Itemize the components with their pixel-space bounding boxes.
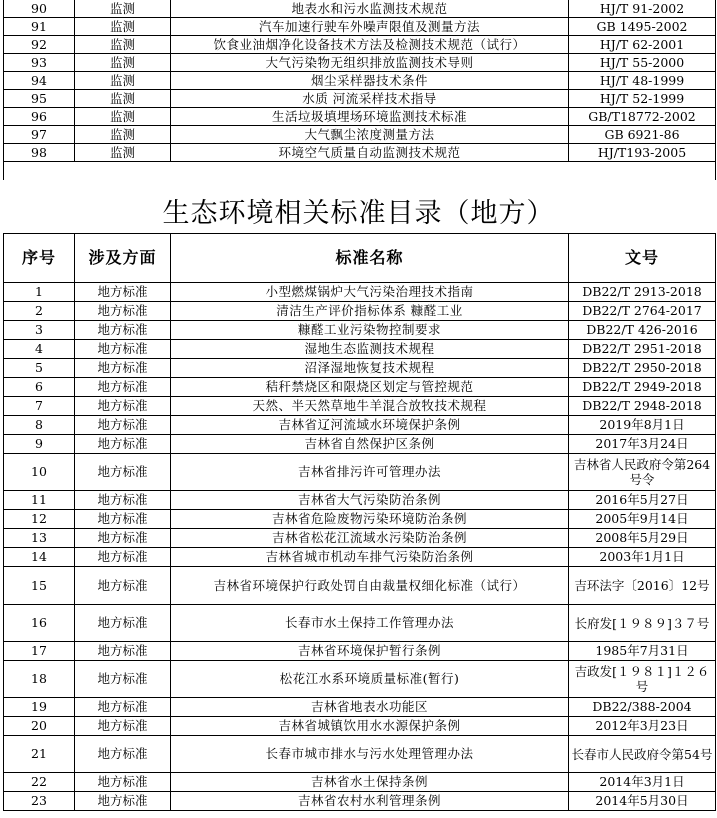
cell-code: HJ/T 55-2000 xyxy=(569,54,716,72)
cell-name: 烟尘采样器技术条件 xyxy=(171,72,569,90)
cell-name: 天然、半天然草地牛羊混合放牧技术规程 xyxy=(171,397,569,416)
table-row xyxy=(4,54,716,72)
section-title: 生态环境相关标准目录（地方） xyxy=(162,198,555,229)
table-row xyxy=(4,18,716,36)
table-row xyxy=(4,283,716,302)
cell-code: 吉政发[１９８１]１２６号 xyxy=(569,661,716,698)
cell-code: 吉林省人民政府令第264号令 xyxy=(569,454,716,491)
cell-no: 14 xyxy=(4,548,75,567)
cell-code: DB22/T 2913-2018 xyxy=(569,283,716,302)
cell-aspect: 地方标准 xyxy=(75,642,171,661)
cell-aspect: 监测 xyxy=(75,0,171,18)
table-row xyxy=(4,126,716,144)
cell-aspect: 地方标准 xyxy=(75,661,171,698)
cell-code: HJ/T 91-2002 xyxy=(569,0,716,18)
cell-name: 松花江水系环境质量标准(暂行) xyxy=(171,661,569,698)
cell-no: 8 xyxy=(4,416,75,435)
cell-name: 秸秆禁烧区和限烧区划定与管控规范 xyxy=(171,378,569,397)
header-no: 序号 xyxy=(4,234,75,283)
cell-name: 大气污染物无组织排放监测技术导则 xyxy=(171,54,569,72)
table-row xyxy=(4,302,716,321)
cell-code: 吉环法字〔2016〕12号 xyxy=(569,567,716,605)
cell-no: 93 xyxy=(4,54,75,72)
cell-name: 小型燃煤锅炉大气污染治理技术指南 xyxy=(171,283,569,302)
cell-code: 2003年1月1日 xyxy=(569,548,716,567)
cell-code: 2019年8月1日 xyxy=(569,416,716,435)
table-row xyxy=(4,717,716,736)
cell-name: 水质 河流采样技术指导 xyxy=(171,90,569,108)
cell-no: 21 xyxy=(4,736,75,773)
cell-aspect: 地方标准 xyxy=(75,491,171,510)
table-row xyxy=(4,548,716,567)
cell-no: 13 xyxy=(4,529,75,548)
cell-no: 18 xyxy=(4,661,75,698)
cell-code: HJ/T 62-2001 xyxy=(569,36,716,54)
cell-code: DB22/T 426-2016 xyxy=(569,321,716,340)
cell-name: 长春市城市排水与污水处理管理办法 xyxy=(171,736,569,773)
table-row xyxy=(4,698,716,717)
cell-no: 20 xyxy=(4,717,75,736)
header-name: 标准名称 xyxy=(171,234,569,283)
cell-no: 17 xyxy=(4,642,75,661)
cell-code: HJ/T 48-1999 xyxy=(569,72,716,90)
cell-name: 生活垃圾填埋场环境监测技术标准 xyxy=(171,108,569,126)
cell-aspect: 地方标准 xyxy=(75,736,171,773)
cell-aspect: 地方标准 xyxy=(75,340,171,359)
cell-code: HJ/T193-2005 xyxy=(569,144,716,162)
cell-no: 95 xyxy=(4,90,75,108)
cell-name: 饮食业油烟净化设备技术方法及检测技术规范（试行） xyxy=(171,36,569,54)
cell-no: 98 xyxy=(4,144,75,162)
cell-code: 2005年9月14日 xyxy=(569,510,716,529)
cell-aspect: 地方标准 xyxy=(75,435,171,454)
table-row xyxy=(4,454,716,491)
cell-name: 吉林省松花江流域水污染防治条例 xyxy=(171,529,569,548)
table-row xyxy=(4,605,716,642)
cell-aspect: 地方标准 xyxy=(75,567,171,605)
table-row xyxy=(4,510,716,529)
table-row xyxy=(4,72,716,90)
cell-no: 10 xyxy=(4,454,75,491)
cell-no: 16 xyxy=(4,605,75,642)
cell-aspect: 地方标准 xyxy=(75,773,171,792)
cell-code: DB22/T 2951-2018 xyxy=(569,340,716,359)
cell-code: 长春市人民政府令第54号 xyxy=(569,736,716,773)
cell-no: 12 xyxy=(4,510,75,529)
header-code: 文号 xyxy=(569,234,716,283)
table-row xyxy=(4,397,716,416)
cell-aspect: 监测 xyxy=(75,18,171,36)
table-row xyxy=(4,435,716,454)
cell-no: 96 xyxy=(4,108,75,126)
cell-no: 94 xyxy=(4,72,75,90)
table-row xyxy=(4,378,716,397)
cell-name: 大气飘尘浓度测量方法 xyxy=(171,126,569,144)
cell-aspect: 地方标准 xyxy=(75,378,171,397)
table-row xyxy=(4,36,716,54)
local-standards-table xyxy=(3,233,716,811)
cell-no: 92 xyxy=(4,36,75,54)
cell-code: 2016年5月27日 xyxy=(569,491,716,510)
cell-aspect: 监测 xyxy=(75,54,171,72)
cell-code: 2017年3月24日 xyxy=(569,435,716,454)
table-row xyxy=(4,108,716,126)
cell-no: 19 xyxy=(4,698,75,717)
cell-aspect: 监测 xyxy=(75,90,171,108)
cell-name: 吉林省地表水功能区 xyxy=(171,698,569,717)
cell-no: 90 xyxy=(4,0,75,18)
monitoring-standards-body xyxy=(4,0,716,162)
cell-name: 地表水和污水监测技术规范 xyxy=(171,0,569,18)
cell-code: GB 6921-86 xyxy=(569,126,716,144)
monitoring-standards-table xyxy=(3,0,716,180)
table-row xyxy=(4,642,716,661)
cell-no: 4 xyxy=(4,340,75,359)
cell-code: 长府发[１９８９]３７号 xyxy=(569,605,716,642)
cell-aspect: 监测 xyxy=(75,108,171,126)
cell-no: 11 xyxy=(4,491,75,510)
table-gap xyxy=(4,162,716,181)
header-row xyxy=(4,234,716,283)
cell-name: 长春市水土保持工作管理办法 xyxy=(171,605,569,642)
cell-no: 9 xyxy=(4,435,75,454)
cell-aspect: 地方标准 xyxy=(75,416,171,435)
local-standards-body xyxy=(4,283,716,811)
cell-no: 3 xyxy=(4,321,75,340)
cell-name: 清洁生产评价指标体系 糠醛工业 xyxy=(171,302,569,321)
cell-code: 1985年7月31日 xyxy=(569,642,716,661)
header-aspect: 涉及方面 xyxy=(75,234,171,283)
cell-name: 湿地生态监测技术规程 xyxy=(171,340,569,359)
cell-aspect: 地方标准 xyxy=(75,717,171,736)
cell-code: 2014年5月30日 xyxy=(569,792,716,811)
table-row xyxy=(4,144,716,162)
table-row xyxy=(4,567,716,605)
cell-code: DB22/T 2948-2018 xyxy=(569,397,716,416)
cell-no: 5 xyxy=(4,359,75,378)
cell-aspect: 地方标准 xyxy=(75,321,171,340)
cell-code: 2008年5月29日 xyxy=(569,529,716,548)
cell-aspect: 地方标准 xyxy=(75,529,171,548)
table-row xyxy=(4,0,716,18)
cell-code: DB22/T 2949-2018 xyxy=(569,378,716,397)
cell-no: 2 xyxy=(4,302,75,321)
cell-name: 吉林省辽河流域水环境保护条例 xyxy=(171,416,569,435)
cell-code: 2012年3月23日 xyxy=(569,717,716,736)
cell-code: DB22/T 2764-2017 xyxy=(569,302,716,321)
cell-code: DB22/T 2950-2018 xyxy=(569,359,716,378)
cell-name: 汽车加速行驶车外噪声限值及测量方法 xyxy=(171,18,569,36)
cell-name: 环境空气质量自动监测技术规范 xyxy=(171,144,569,162)
table-row xyxy=(4,736,716,773)
table-row xyxy=(4,661,716,698)
cell-aspect: 地方标准 xyxy=(75,698,171,717)
table-row xyxy=(4,359,716,378)
cell-name: 吉林省排污许可管理办法 xyxy=(171,454,569,491)
cell-aspect: 监测 xyxy=(75,126,171,144)
cell-name: 吉林省城市机动车排气污染防治条例 xyxy=(171,548,569,567)
cell-no: 97 xyxy=(4,126,75,144)
cell-aspect: 地方标准 xyxy=(75,792,171,811)
cell-name: 吉林省水土保持条例 xyxy=(171,773,569,792)
cell-no: 15 xyxy=(4,567,75,605)
cell-name: 吉林省环境保护暂行条例 xyxy=(171,642,569,661)
cell-name: 吉林省农村水利管理条例 xyxy=(171,792,569,811)
table-row xyxy=(4,321,716,340)
cell-name: 吉林省危险废物污染环境防治条例 xyxy=(171,510,569,529)
table-row xyxy=(4,90,716,108)
cell-aspect: 地方标准 xyxy=(75,302,171,321)
cell-code: GB/T18772-2002 xyxy=(569,108,716,126)
cell-code: DB22/388-2004 xyxy=(569,698,716,717)
cell-aspect: 监测 xyxy=(75,144,171,162)
table-row xyxy=(4,792,716,811)
cell-no: 6 xyxy=(4,378,75,397)
cell-name: 糠醛工业污染物控制要求 xyxy=(171,321,569,340)
cell-name: 吉林省城镇饮用水水源保护条例 xyxy=(171,717,569,736)
cell-aspect: 地方标准 xyxy=(75,605,171,642)
cell-aspect: 地方标准 xyxy=(75,548,171,567)
cell-aspect: 监测 xyxy=(75,36,171,54)
cell-no: 91 xyxy=(4,18,75,36)
cell-name: 吉林省自然保护区条例 xyxy=(171,435,569,454)
cell-name: 吉林省环境保护行政处罚自由裁量权细化标准（试行） xyxy=(171,567,569,605)
cell-no: 22 xyxy=(4,773,75,792)
table-row xyxy=(4,491,716,510)
table-row xyxy=(4,416,716,435)
cell-name: 吉林省大气污染防治条例 xyxy=(171,491,569,510)
table-row xyxy=(4,529,716,548)
cell-code: HJ/T 52-1999 xyxy=(569,90,716,108)
table-row xyxy=(4,773,716,792)
cell-no: 1 xyxy=(4,283,75,302)
cell-aspect: 监测 xyxy=(75,72,171,90)
cell-aspect: 地方标准 xyxy=(75,510,171,529)
cell-code: GB 1495-2002 xyxy=(569,18,716,36)
cell-aspect: 地方标准 xyxy=(75,283,171,302)
cell-code: 2014年3月1日 xyxy=(569,773,716,792)
cell-no: 23 xyxy=(4,792,75,811)
cell-no: 7 xyxy=(4,397,75,416)
cell-aspect: 地方标准 xyxy=(75,359,171,378)
table-row xyxy=(4,340,716,359)
cell-name: 沼泽湿地恢复技术规程 xyxy=(171,359,569,378)
cell-aspect: 地方标准 xyxy=(75,397,171,416)
cell-aspect: 地方标准 xyxy=(75,454,171,491)
